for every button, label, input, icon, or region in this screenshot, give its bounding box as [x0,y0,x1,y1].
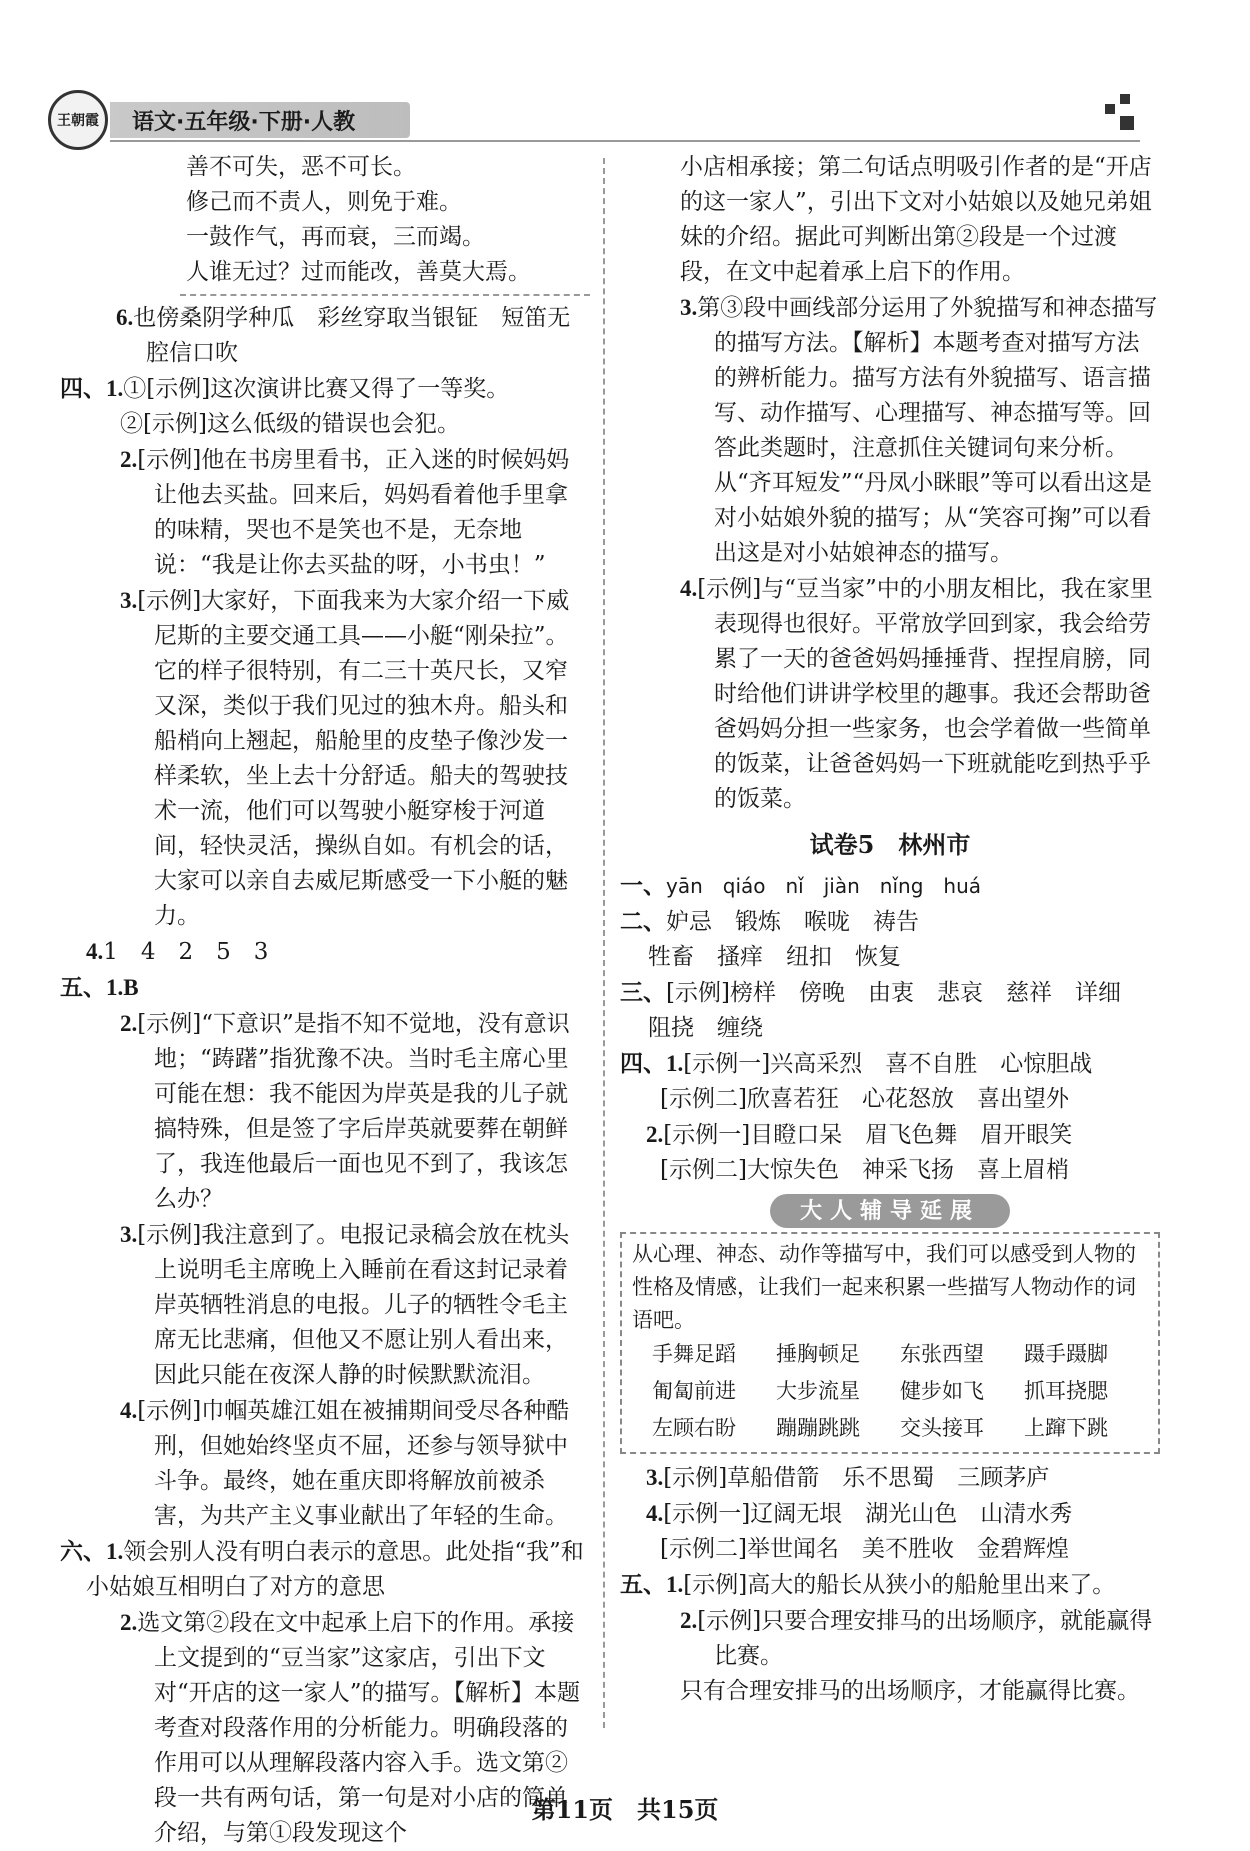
answer-4: 4.[示例]与“豆当家”中的小朋友相比，我在家里表现得也很好。平常放学回到家，我会给劳累了一天的爸爸妈妈捶捶背、捏捏肩膀，同时给他们讲讲学校里的趣事。我还会帮助爸爸妈妈分担一些家务，也会学着做一些简单的饭菜，让爸爸妈妈一下班就能吃到热乎乎的饭菜。 [680,576,1153,812]
section-4-item-3: 3.[示例]大家好，下面我来为大家介绍一下威尼斯的主要交通工具——小艇“刚朵拉”。它的样子很特别，有二三十英尺长，又窄又深，类似于我们见过的独木舟。船头和船梢向上翘起，船舱里的皮垫子像沙发一样柔软，坐上去十分舒适。船夫的驾驶技术一流，他们可以驾驶小艇穿梭于河道间，轻快灵活，操纵自如。有机会的话，大家可以亲自去威尼斯感受一下小艇的魅力。 [120,588,570,929]
answer-6: 6.也傍桑阴学种瓜 彩丝穿取当银钲 短笛无腔信口吹 [116,305,571,366]
section-5-item-1: 五、1.B [60,975,139,1000]
part-4-item-2a: 2.[示例一]目瞪口呆 眉飞色舞 眉开眼笑 [646,1122,1073,1148]
section-4-item-2: 2.[示例]他在书房里看书，正入迷的时候妈妈让他去买盐。回来后，妈妈看着他手里拿的味精，哭也不是笑也不是，无奈地说：“我是让你去买盐的呀，小书虫！” [120,447,570,578]
action-word: 交头接耳 [900,1416,984,1440]
section-6-item-2: 2.选文第②段在文中起承上启下的作用。承接上文提到的“豆当家”这家店，引出下文对“开店的这一家人”的描写。【解析】本题考查对段落作用的分析能力。明确段落的作用可以从理解段落内容入手。选文第②段一共有两句话，第一句是对小店的简单介绍，与第①段发现这个 [120,1610,581,1846]
exam-title: 试卷5 林州市 [809,830,971,859]
action-word: 蹑手蹑脚 [1024,1342,1108,1366]
section-5-item-4: 4.[示例]巾帼英雄江姐在被捕期间受尽各种酷刑，但她始终坚贞不屈，还参与领导狱中斗争。最终，她在重庆即将解放前被杀害，为共产主义事业献出了年轻的生命。 [120,1398,570,1529]
tutor-extension-box [620,1232,1160,1454]
section-4-item-1a: 四、1.①[示例]这次演讲比赛又得了一等奖。 [60,376,510,402]
left-column [60,150,590,1851]
part-4-item-1a: 四、1.[示例一]兴高采烈 喜不自胜 心惊胆战 [620,1051,1093,1077]
dashed-divider [180,294,590,296]
part-4-item-3: 3.[示例]草船借箭 乐不思蜀 三顾茅庐 [646,1465,1050,1491]
page-footer: 第11页 共15页 [531,1795,719,1824]
tutor-extension-text: 从心理、神态、动作等描写中，我们可以感受到人物的性格及情感，让我们一起来积累一些描写人物动作的词语吧。 [632,1242,1136,1332]
part-4-item-1b: [示例二]欣喜若狂 心花怒放 喜出望外 [660,1086,1069,1112]
part-4-item-4b: [示例二]举世闻名 美不胜收 金碧辉煌 [660,1536,1069,1562]
right-column [620,150,1160,1709]
section-5-item-2: 2.[示例]“下意识”是指不知不觉地，没有意识地；“踌躇”指犹豫不决。当时毛主席心里可能在想：我不能因为岸英是我的儿子就搞特殊，但是签了字后岸英就要葬在朝鲜了，我连他最后一面也见不到了，我该怎么办？ [120,1011,570,1212]
part-5-item-1: 五、1.[示例]高大的船长从狭小的船舱里出来了。 [620,1572,1116,1598]
section-6-item-1: 六、1.领会别人没有明白表示的意思。此处指“我”和小姑娘互相明白了对方的意思 [60,1539,584,1600]
action-word: 大步流星 [776,1379,860,1403]
header-rule [110,140,1140,142]
quote-line: 善不可失，恶不可长。 [186,154,416,180]
part-4-item-4a: 4.[示例一]辽阔无垠 湖光山色 山清水秀 [646,1501,1073,1527]
quote-line: 人谁无过？过而能改，善莫大焉。 [186,259,531,285]
column-divider [603,158,605,1728]
tutor-extension-banner: 大人辅导延展 [770,1194,1010,1228]
header-title: 语文·五年级·下册·人教 [110,102,410,138]
part-3-line-2: 阻挠 缠绕 [648,1015,763,1041]
action-word: 左顾右盼 [652,1416,736,1440]
part-5-item-2: 2.[示例]只要合理安排马的出场顺序，就能赢得比赛。 [680,1608,1153,1669]
action-word: 匍匐前进 [652,1379,736,1403]
corner-square-icon [1120,116,1134,130]
action-word: 健步如飞 [900,1379,984,1403]
answer-continuation: 小店相承接；第二句话点明吸引作者的是“开店的这一家人”，引出下文对小姑娘以及她兄弟姐妹的介绍。据此可判断出第②段是一个过渡段，在文中起着承上启下的作用。 [680,154,1152,285]
action-word: 捶胸顿足 [776,1342,860,1366]
part-2-line-2: 牲畜 搔痒 纽扣 恢复 [648,944,901,970]
part-2-line-1: 二、妒忌 锻炼 喉咙 祷告 [620,908,919,935]
action-words-grid [632,1337,1148,1446]
page-header [0,0,1250,150]
action-word: 蹦蹦跳跳 [776,1416,860,1440]
part-5-item-2b: 只有合理安排马的出场顺序，才能赢得比赛。 [680,1678,1140,1704]
corner-square-icon [1120,94,1130,104]
quote-line: 一鼓作气，再而衰，三而竭。 [186,224,485,250]
quotes-block [60,150,590,290]
part-4-item-2b: [示例二]大惊失色 神采飞扬 喜上眉梢 [660,1157,1069,1183]
part-3-line-1: 三、[示例]榜样 傍晚 由衷 悲哀 慈祥 详细 [620,979,1121,1006]
answer-3: 3.第③段中画线部分运用了外貌描写和神态描写的描写方法。【解析】本题考查对描写方法的辨析能力。描写方法有外貌描写、语言描写、动作描写、心理描写、神态描写等。回答此类题时，注意抓住关键词句来分析。从“齐耳短发”“丹凤小眯眼”等可以看出这是对小姑娘外貌的描写；从“笑容可掬”可以看出这是对小姑娘神态的描写。 [680,295,1158,566]
publisher-logo: 王朝霞 [48,90,108,150]
action-word: 上蹿下跳 [1024,1416,1108,1440]
corner-square-icon [1105,104,1115,114]
action-word: 东张西望 [900,1342,984,1366]
section-4-item-1b: ②[示例]这么低级的错误也会犯。 [120,411,460,437]
section-4-item-4: 4.1 4 2 5 3 [86,939,269,965]
part-1-pinyin: 一、yān qiáo nǐ jiàn nǐng huá [620,872,981,899]
action-word: 手舞足蹈 [652,1342,736,1366]
action-word: 抓耳挠腮 [1024,1379,1108,1403]
section-5-item-3: 3.[示例]我注意到了。电报记录稿会放在枕头上说明毛主席晚上入睡前在看这封记录着岸英牺牲消息的电报。儿子的牺牲令毛主席无比悲痛，但他又不愿让别人看出来，因此只能在夜深人静的时候默默流泪。 [120,1222,570,1388]
quote-line: 修己而不责人，则免于难。 [186,189,462,215]
